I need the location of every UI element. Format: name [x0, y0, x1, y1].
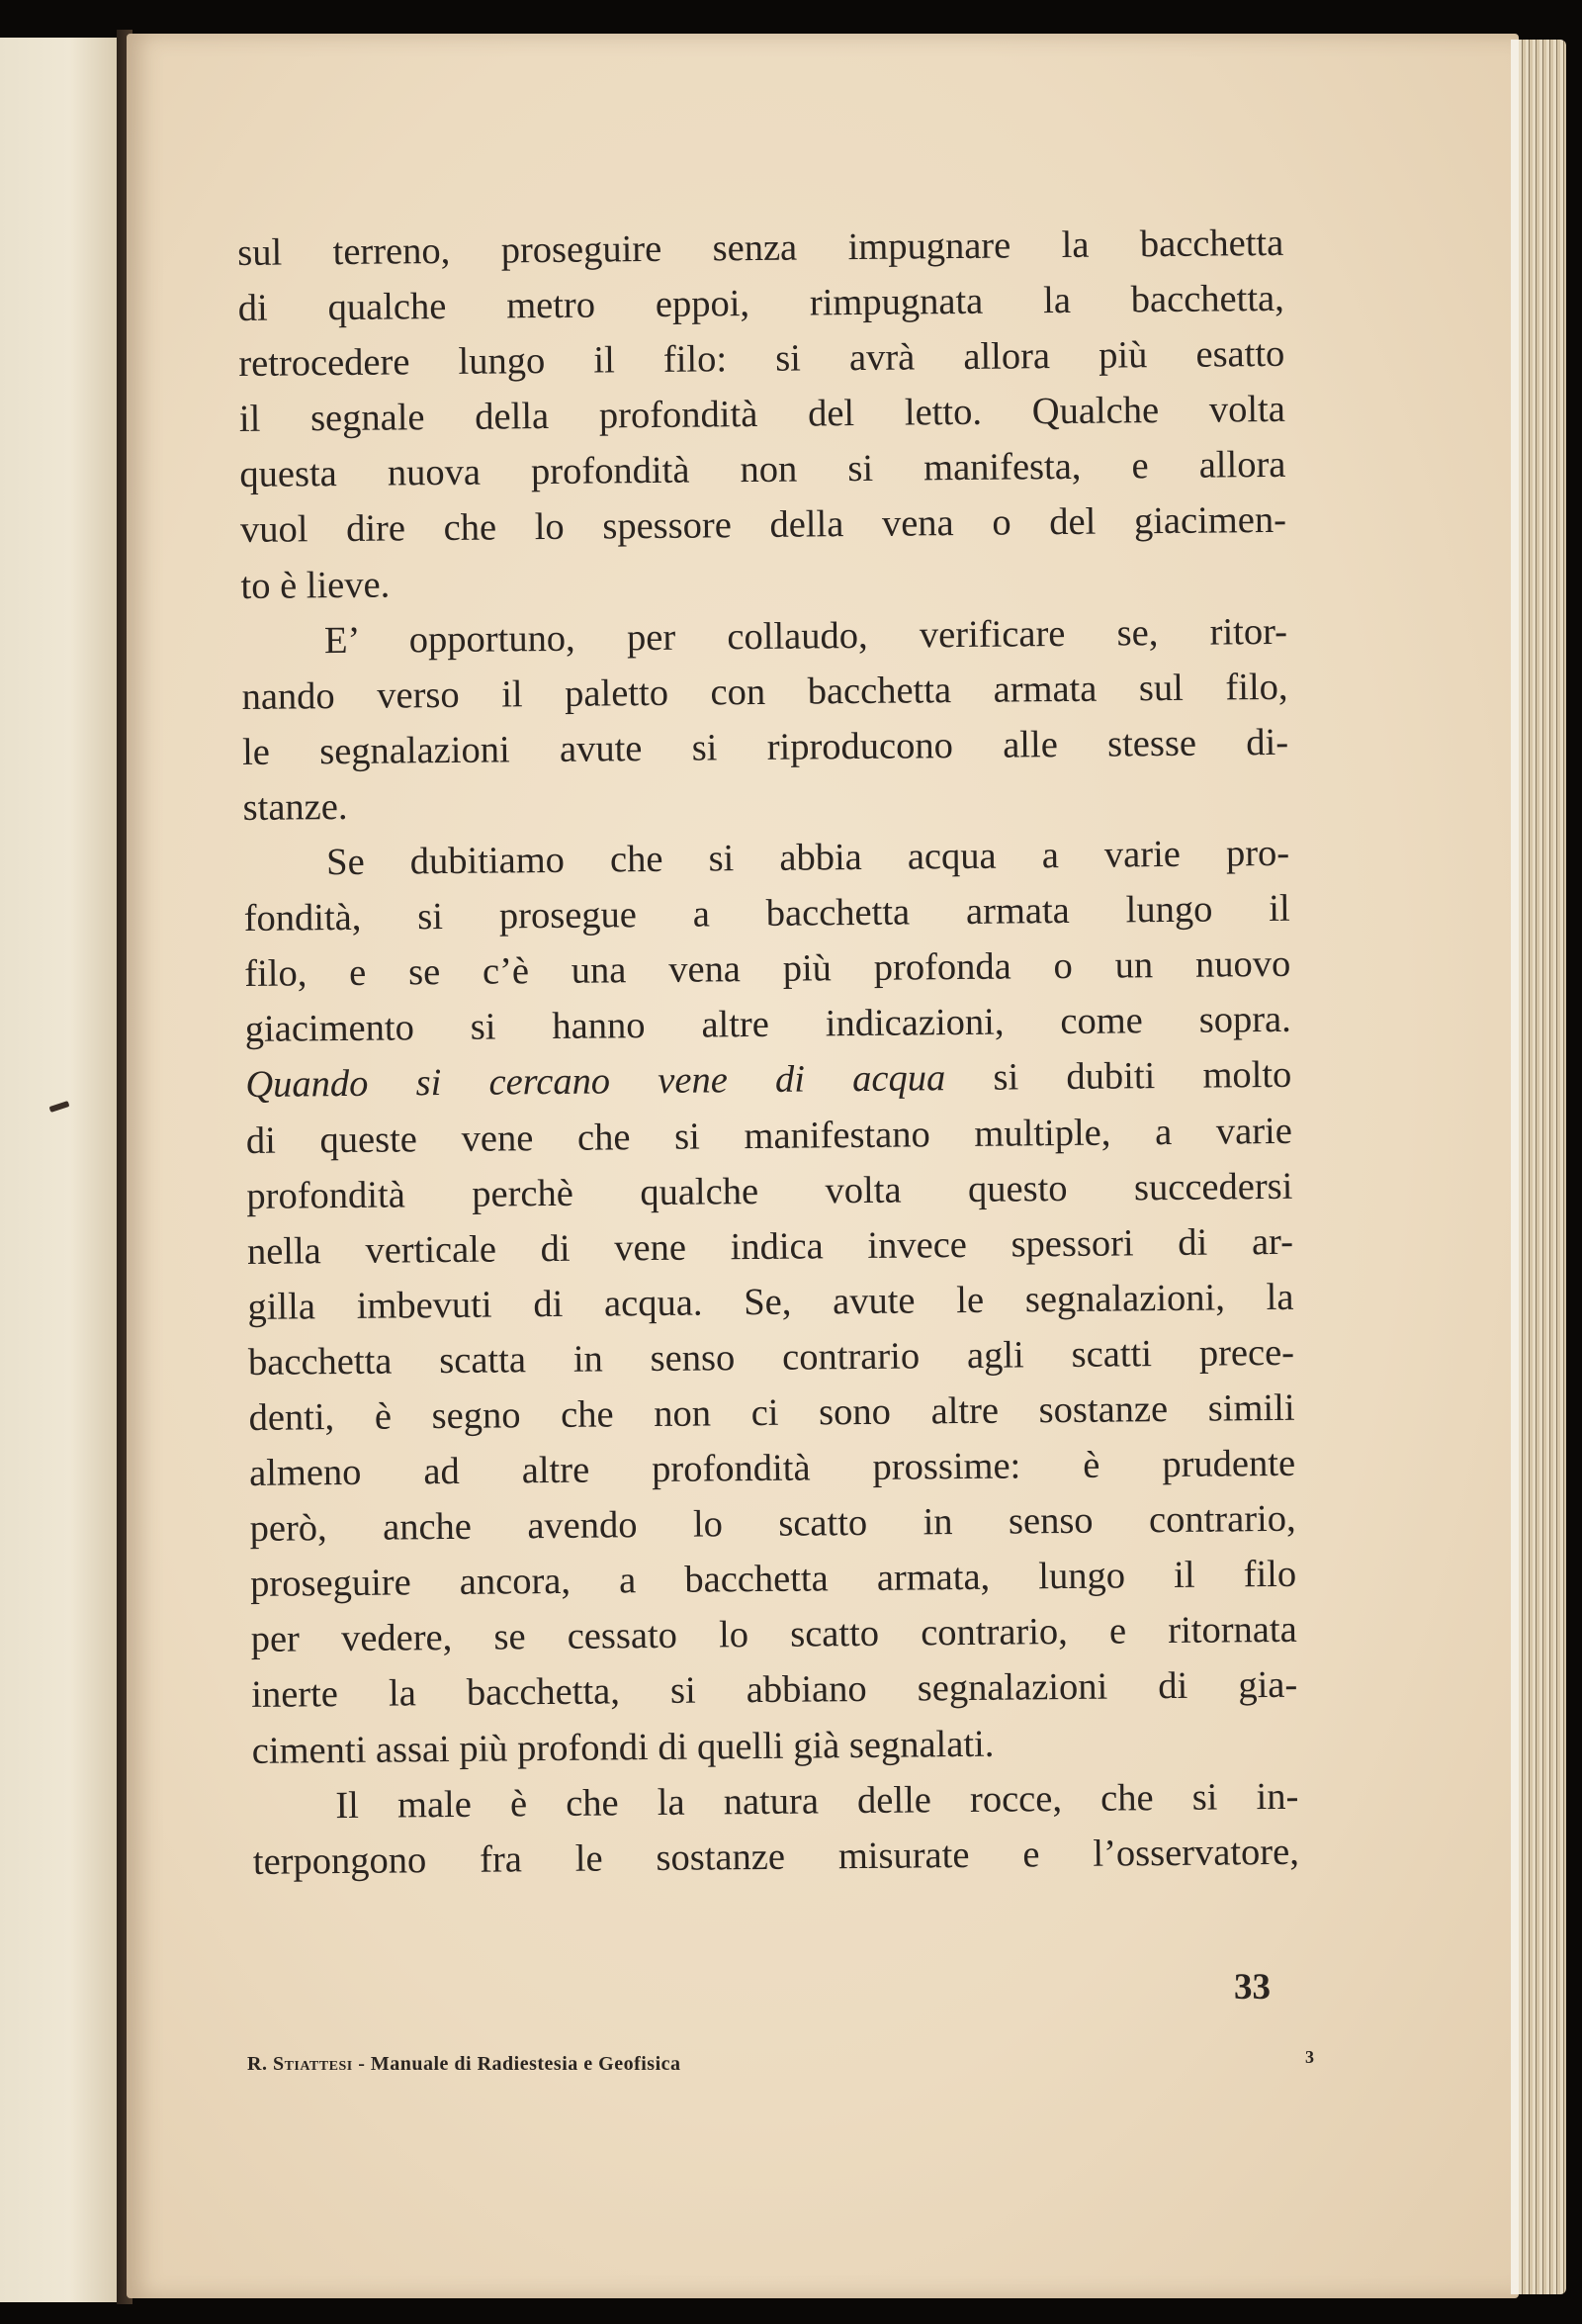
text-line: gilla imbevuti di acqua. Se, avute le segnalazioni, la: [247, 1276, 1294, 1328]
text-line: di qualche metro eppoi, rimpugnata la bacchetta,: [237, 277, 1284, 330]
footer-separator: -: [358, 2053, 366, 2075]
text-line: giacimento si hanno altre indicazioni, come sopra.: [244, 999, 1291, 1051]
text-line: E’ opportuno, per collaudo, verificare se, ritor-: [323, 610, 1288, 662]
text-line: proseguire ancora, a bacchetta armata, lungo il filo: [249, 1554, 1297, 1606]
text-line-mixed: [245, 1047, 1291, 1113]
italic-heading: Quando si cercano vene di acqua: [245, 1057, 946, 1107]
book-title: Manuale di Radiestesia e Geofisica: [370, 2053, 681, 2075]
text-line: bacchetta scatta in senso contrario agli scatti prece-: [247, 1331, 1295, 1384]
text-line: fondità, si prosegue a bacchetta armata lungo il: [243, 887, 1290, 940]
author-initial: R.: [247, 2053, 268, 2075]
text-line: inerte la bacchetta, si abbiano segnalazioni di gia-: [251, 1664, 1298, 1717]
left-page-edge: [0, 38, 117, 2302]
text-line: questa nuova profondità non si manifesta, e allora: [239, 444, 1286, 496]
text-line: retrocedere lungo il filo: si avrà allora più esatto: [238, 333, 1285, 386]
text-line: per vedere, se cessato lo scatto contrario, e ritornata: [250, 1609, 1297, 1661]
text-line: almeno ad altre profondità prossime: è prudente: [248, 1442, 1296, 1495]
author-surname: Stiattesi: [272, 2053, 353, 2075]
text-line: nella verticale di vene indica invece spessori di ar-: [246, 1220, 1294, 1273]
text-line: però, anche avendo lo scatto in senso contrario,: [249, 1497, 1296, 1551]
text-line: stanze.: [242, 785, 348, 829]
page-number: 33: [1234, 1967, 1271, 2008]
text-line: il segnale della profondità del letto. Qualche volta: [238, 389, 1286, 441]
text-line: cimenti assai più profondi di quelli già segnalati.: [251, 1723, 995, 1772]
text-line: denti, è segno che non ci sono altre sostanze simili: [248, 1386, 1295, 1439]
text-line: Se dubitiamo che si abbia acqua a varie pro-: [325, 832, 1290, 884]
text-line: filo, e se c’è una vena più profonda o un nuovo: [244, 943, 1291, 996]
text-line: le segnalazioni avute si riproducono alle stesse di-: [241, 721, 1289, 773]
text-line: vuol dire che lo spessore della vena o del giacimen-: [239, 499, 1287, 552]
text-line: terpongono fra le sostanze misurate e l’osservatore,: [252, 1831, 1300, 1883]
text-line: nando verso il paletto con bacchetta armata sul filo,: [241, 666, 1288, 718]
text-line: di queste vene che si manifestano multiple, a varie: [245, 1110, 1293, 1162]
text-line: Il male è che la natura delle rocce, che si in-: [335, 1775, 1299, 1827]
text-line: to è lieve.: [240, 564, 391, 607]
running-footer: [247, 2053, 681, 2076]
text-line: profondità perchè qualche volta questo succedersi: [246, 1165, 1293, 1217]
body-text: [237, 216, 1299, 1890]
page-block-edge: [1519, 40, 1566, 2294]
signature-mark: 3: [1305, 2047, 1314, 2067]
text-fragment: si dubiti molto: [993, 1054, 1292, 1100]
text-line: sul terreno, proseguire senza impugnare la bacchetta: [237, 222, 1284, 274]
